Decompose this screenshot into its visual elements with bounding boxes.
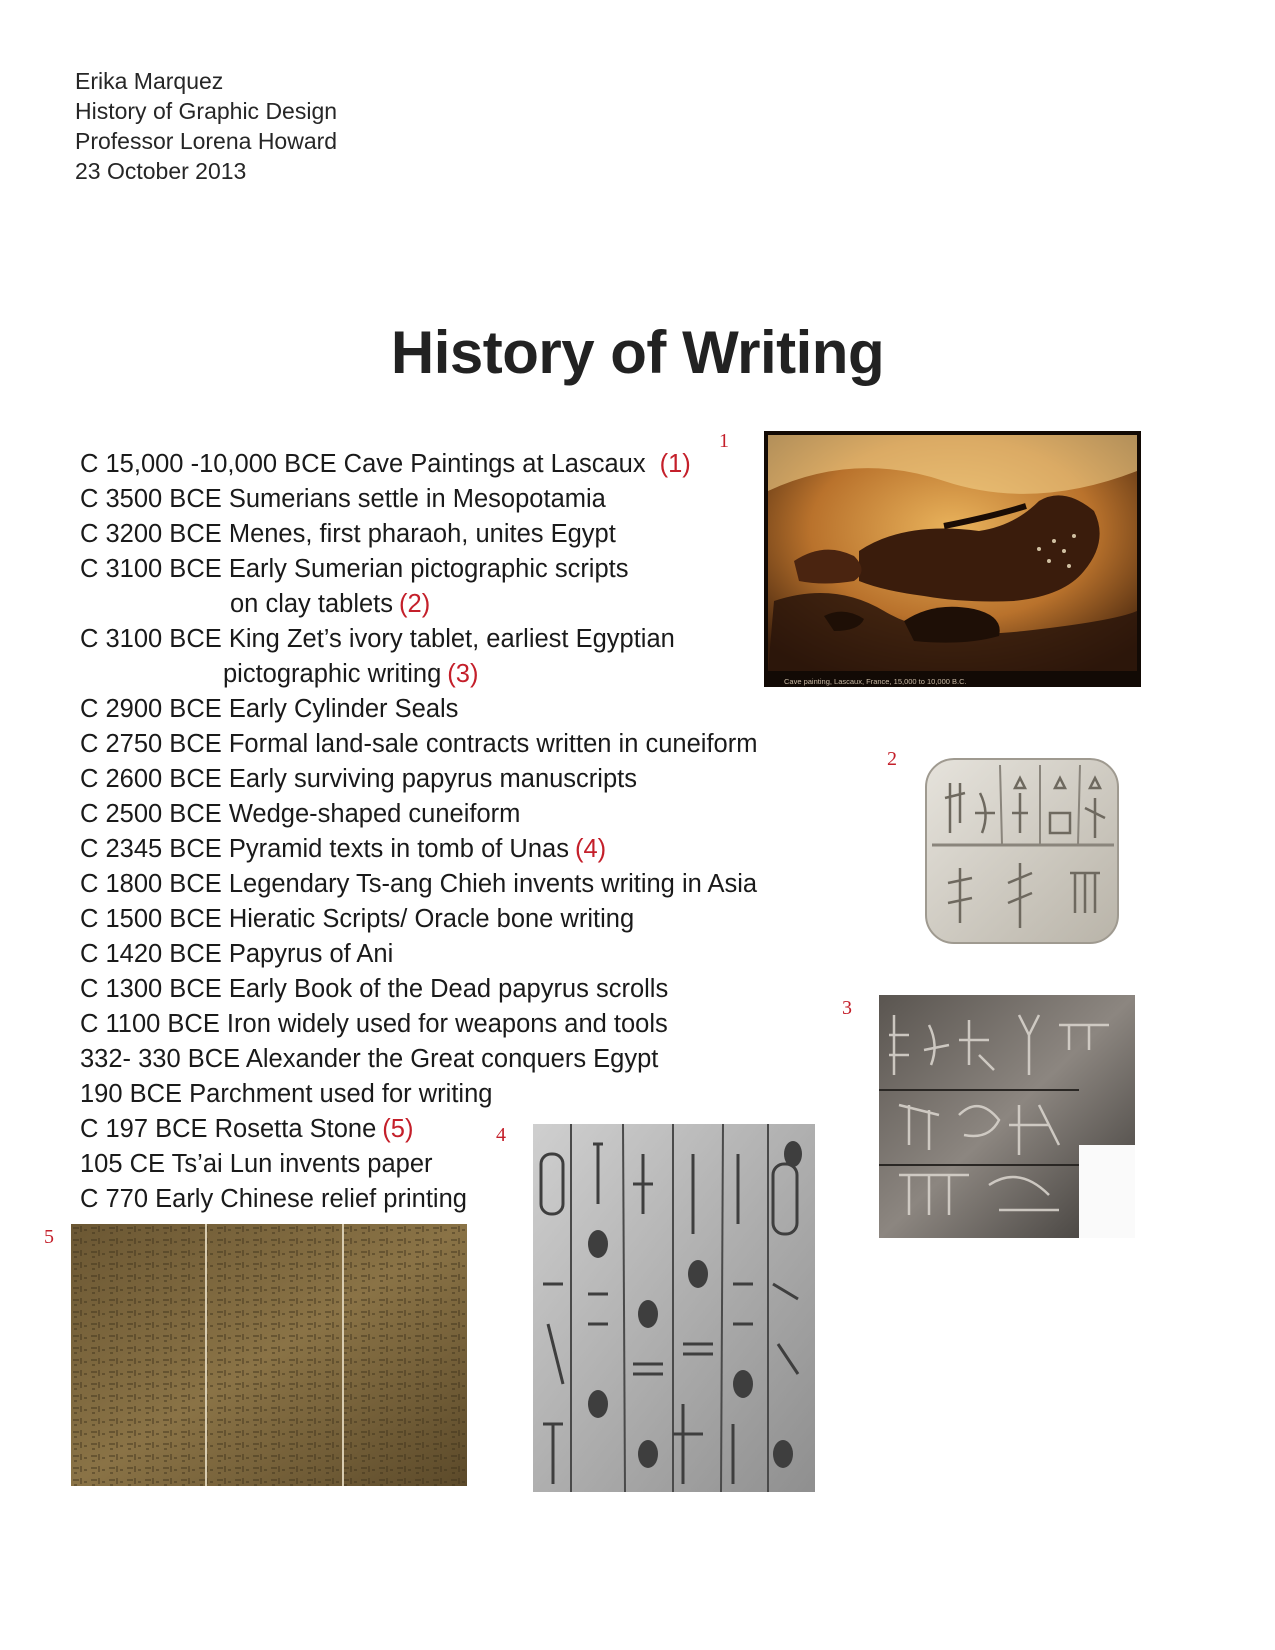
timeline-entry <box>80 1077 757 1112</box>
figure-reference: (3) <box>447 660 479 688</box>
timeline-entry <box>80 867 757 902</box>
timeline-entry-text: C 770 Early Chinese relief printing <box>80 1185 467 1213</box>
pyramid-texts-image <box>533 1124 815 1492</box>
timeline-entry-continuation-text: on clay tablets <box>230 590 394 618</box>
figure-reference: (5) <box>382 1115 414 1143</box>
author-name: Erika Marquez <box>75 68 224 94</box>
timeline-entry-text: C 2900 BCE Early Cylinder Seals <box>80 695 459 723</box>
timeline-entry <box>80 1007 757 1042</box>
timeline-entry <box>80 762 757 797</box>
timeline-entry-text: 105 CE Ts’ai Lun invents paper <box>80 1150 433 1178</box>
timeline-entry-text: C 1420 BCE Papyrus of Ani <box>80 940 394 968</box>
figure-reference: (2) <box>399 590 431 618</box>
ivory-tablet-image <box>879 995 1135 1238</box>
rosetta-stone-image <box>71 1224 467 1486</box>
timeline-entry-text: C 1100 BCE Iron widely used for weapons and tools <box>80 1010 668 1038</box>
timeline-entry-text: C 197 BCE Rosetta Stone <box>80 1115 377 1143</box>
professor-name: Professor Lorena Howard <box>75 128 338 154</box>
timeline-entry-text: C 3200 BCE Menes, first pharaoh, unites Egypt <box>80 520 616 548</box>
document-date: 23 October 2013 <box>75 158 247 184</box>
timeline-entry-text: C 2345 BCE Pyramid texts in tomb of Unas <box>80 835 569 863</box>
lascaux-cave-painting-image <box>764 431 1141 687</box>
timeline-entry <box>80 832 757 867</box>
timeline-entry-text: C 1300 BCE Early Book of the Dead papyrus scrolls <box>80 975 669 1003</box>
timeline-entry-text: C 1500 BCE Hieratic Scripts/ Oracle bone writing <box>80 905 635 933</box>
timeline-entry-continuation <box>80 657 757 692</box>
document-header <box>75 66 337 186</box>
figure-number-2: 2 <box>887 748 897 770</box>
sumerian-clay-tablet-image <box>920 753 1125 950</box>
timeline-entry-text: C 15,000 -10,000 BCE Cave Paintings at Lascaux <box>80 450 646 478</box>
figure-number-1: 1 <box>719 430 729 452</box>
timeline-list <box>80 447 757 1217</box>
page-title: History of Writing <box>390 319 885 386</box>
figure-reference: (4) <box>574 835 607 863</box>
timeline-entry <box>80 902 757 937</box>
timeline-entry <box>80 517 757 552</box>
figure-reference: (1) <box>659 450 691 478</box>
timeline-entry-text: C 1800 BCE Legendary Ts-ang Chieh invents writing in Asia <box>80 870 758 898</box>
timeline-entry-text: C 3100 BCE King Zet’s ivory tablet, earliest Egyptian <box>80 625 675 653</box>
timeline-entry <box>80 937 757 972</box>
timeline-entry-text: C 2750 BCE Formal land-sale contracts written in cuneiform <box>80 730 758 758</box>
timeline-entry-continuation <box>80 587 757 622</box>
timeline-entry-continuation-text: pictographic writing <box>223 660 442 688</box>
figure-number-3: 3 <box>842 997 852 1019</box>
timeline-entry <box>80 692 757 727</box>
timeline-entry <box>80 447 757 482</box>
timeline-entry <box>80 482 757 517</box>
timeline-entry-text: 332- 330 BCE Alexander the Great conquers Egypt <box>80 1045 659 1073</box>
timeline-entry <box>80 972 757 1007</box>
timeline-entry <box>80 622 757 692</box>
figure-number-5: 5 <box>44 1226 54 1248</box>
timeline-entry <box>80 727 757 762</box>
timeline-entry <box>80 1042 757 1077</box>
figure-number-4: 4 <box>496 1124 506 1146</box>
timeline-entry-text: C 2500 BCE Wedge-shaped cuneiform <box>80 800 521 828</box>
timeline-entry <box>80 552 757 622</box>
timeline-entry-text: C 3100 BCE Early Sumerian pictographic scripts <box>80 555 629 583</box>
lascaux-image-caption: Cave painting, Lascaux, France, 15,000 to 10,000 B.C. <box>784 677 967 686</box>
timeline-entry-text: C 2600 BCE Early surviving papyrus manuscripts <box>80 765 637 793</box>
timeline-entry-text: 190 BCE Parchment used for writing <box>80 1080 493 1108</box>
course-name: History of Graphic Design <box>75 98 338 124</box>
timeline-entry-text: C 3500 BCE Sumerians settle in Mesopotamia <box>80 485 606 513</box>
timeline-entry <box>80 797 757 832</box>
